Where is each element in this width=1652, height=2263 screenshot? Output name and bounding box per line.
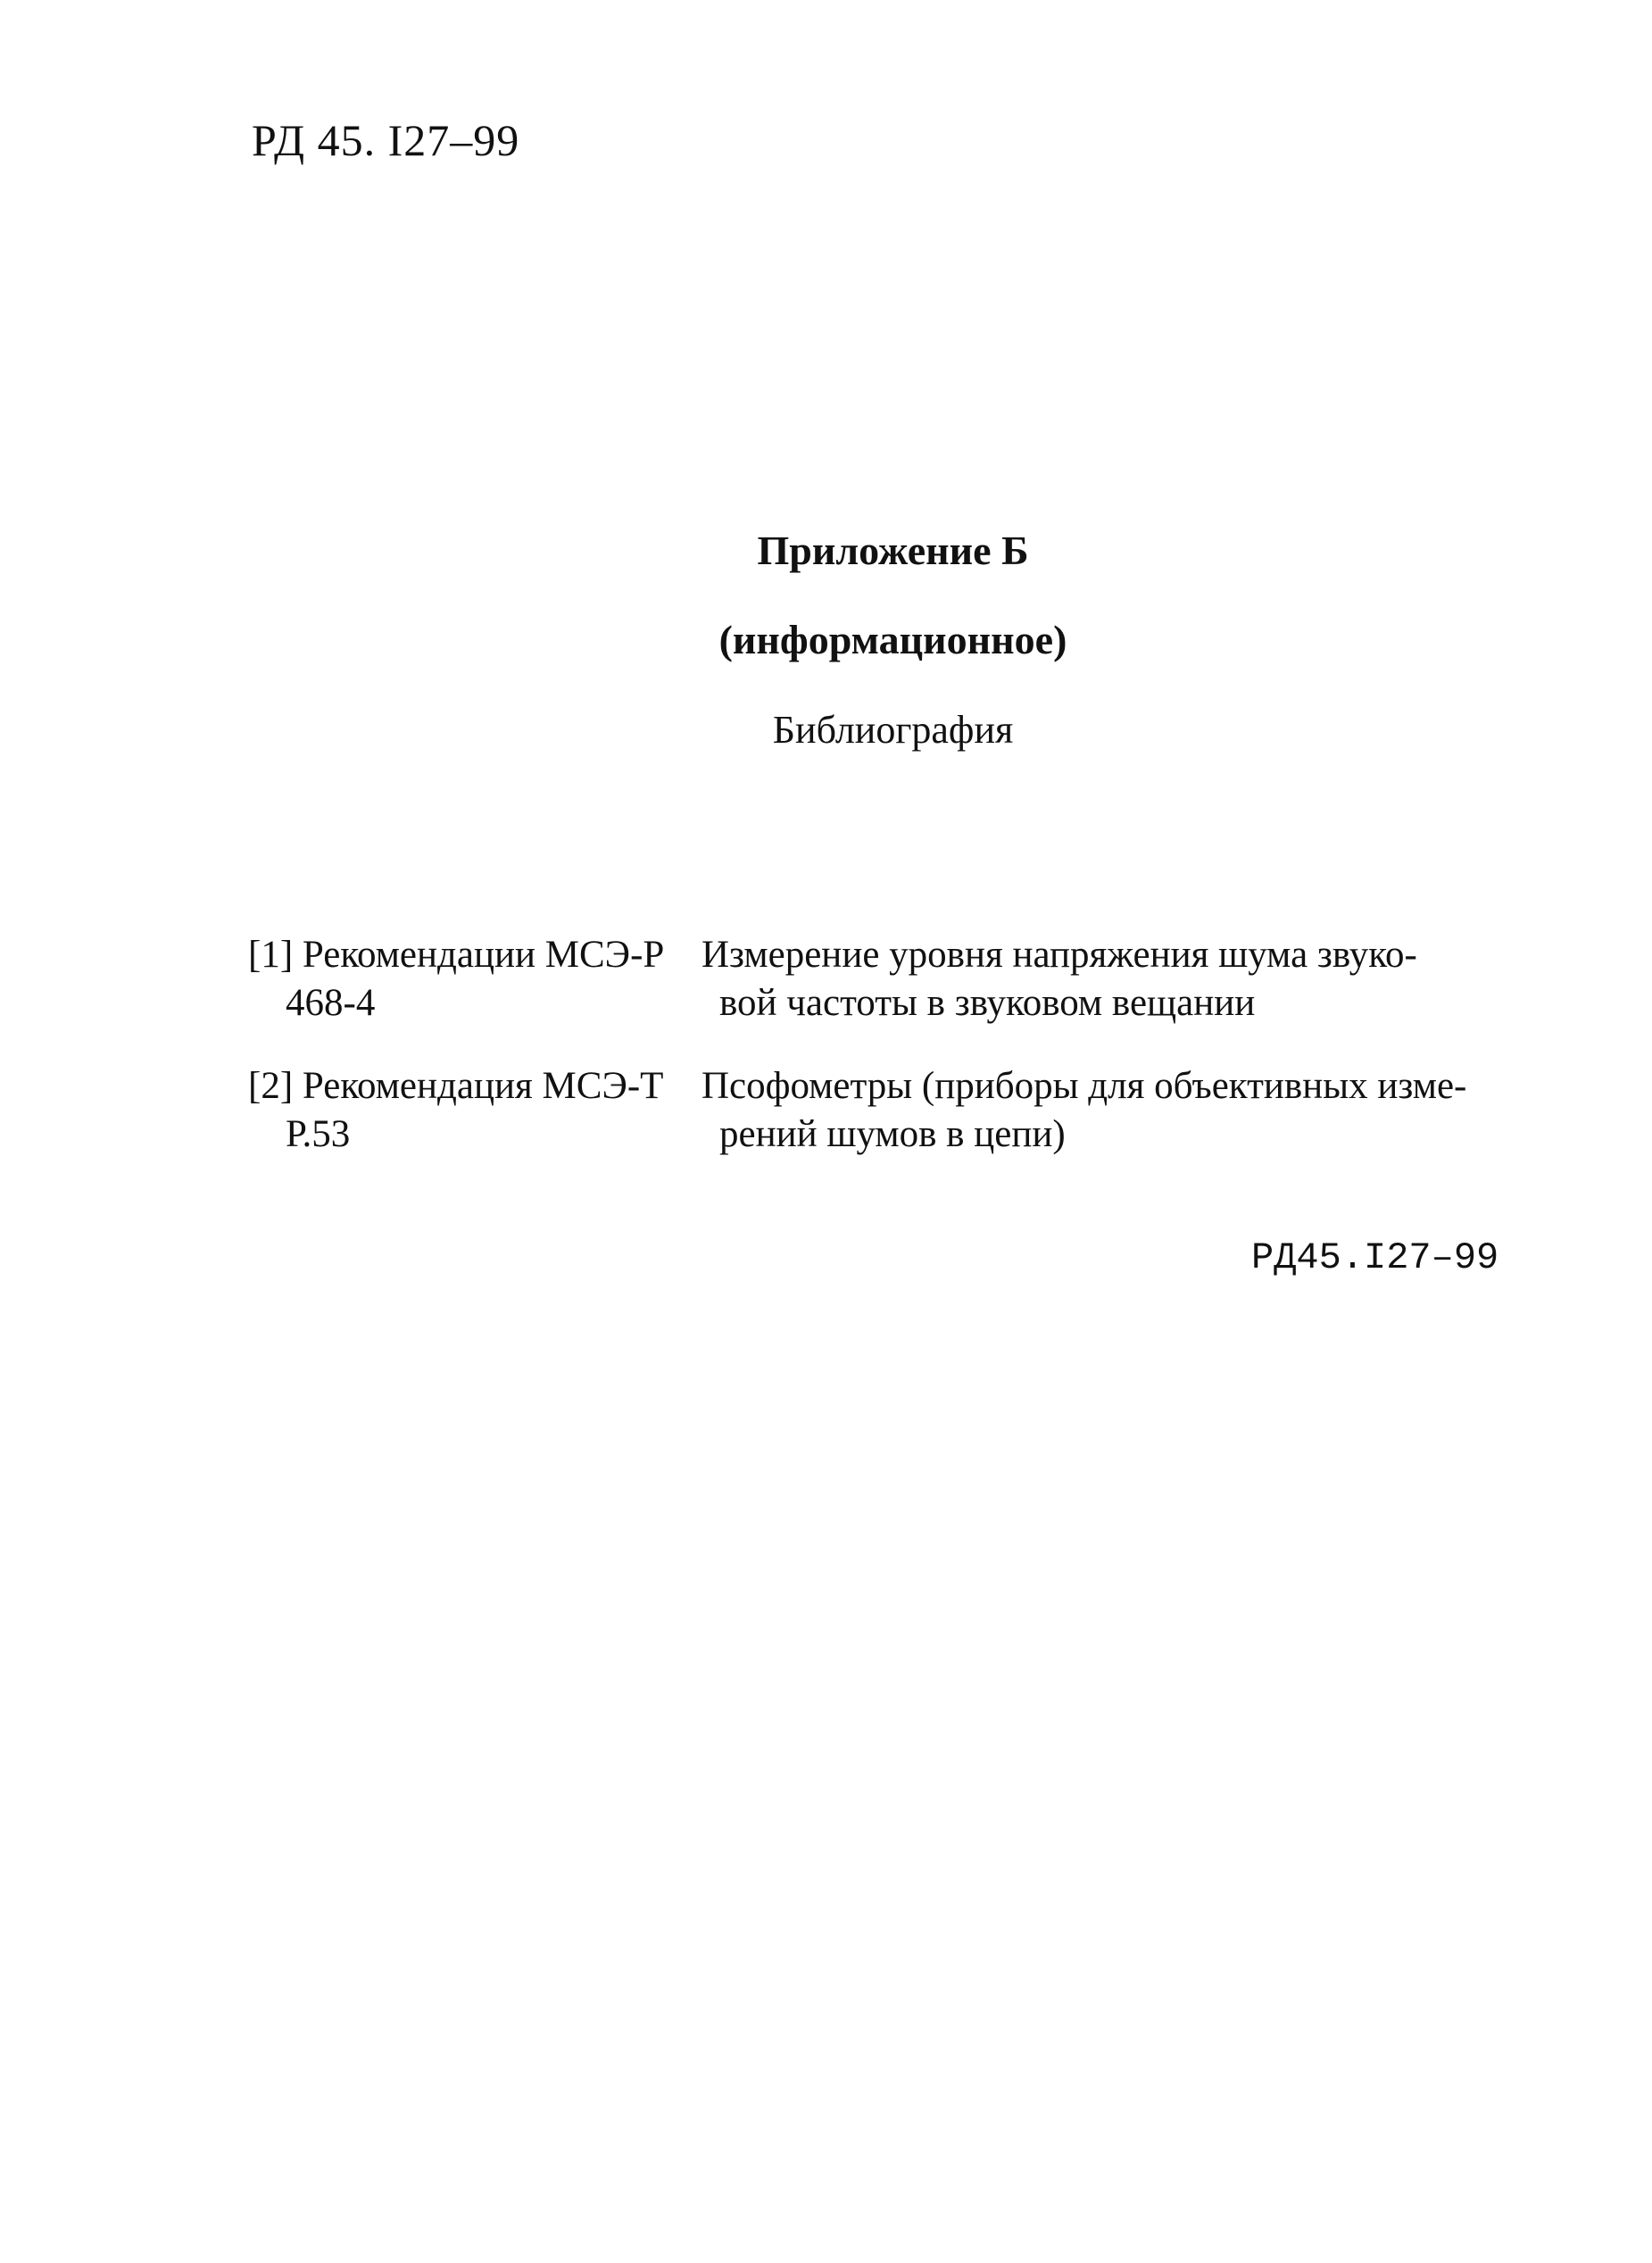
entry-reference-number: 468-4 [286,982,376,1024]
section-heading: Библиография [772,708,1014,752]
entry-reference: [1] Рекомендации МСЭ-Р [248,934,665,976]
entry-title-continuation: рений шумов в цепи) [719,1113,1066,1155]
entry-reference-number: Р.53 [286,1113,351,1155]
entry-title: Измерение уровня напряжения шума звуко- [701,934,1417,976]
entry-title-continuation: вой частоты в звуковом вещании [719,982,1256,1024]
entry-reference: [2] Рекомендация МСЭ-Т [248,1065,664,1107]
appendix-status: (информационное) [718,617,1067,662]
entry-title: Псофометры (приборы для объективных изме- [701,1065,1467,1107]
document-code-footer: РД45.I27–99 [1251,1236,1499,1279]
appendix-title: Приложение Б [757,528,1029,573]
document-code-header: РД 45. I27–99 [252,115,520,165]
